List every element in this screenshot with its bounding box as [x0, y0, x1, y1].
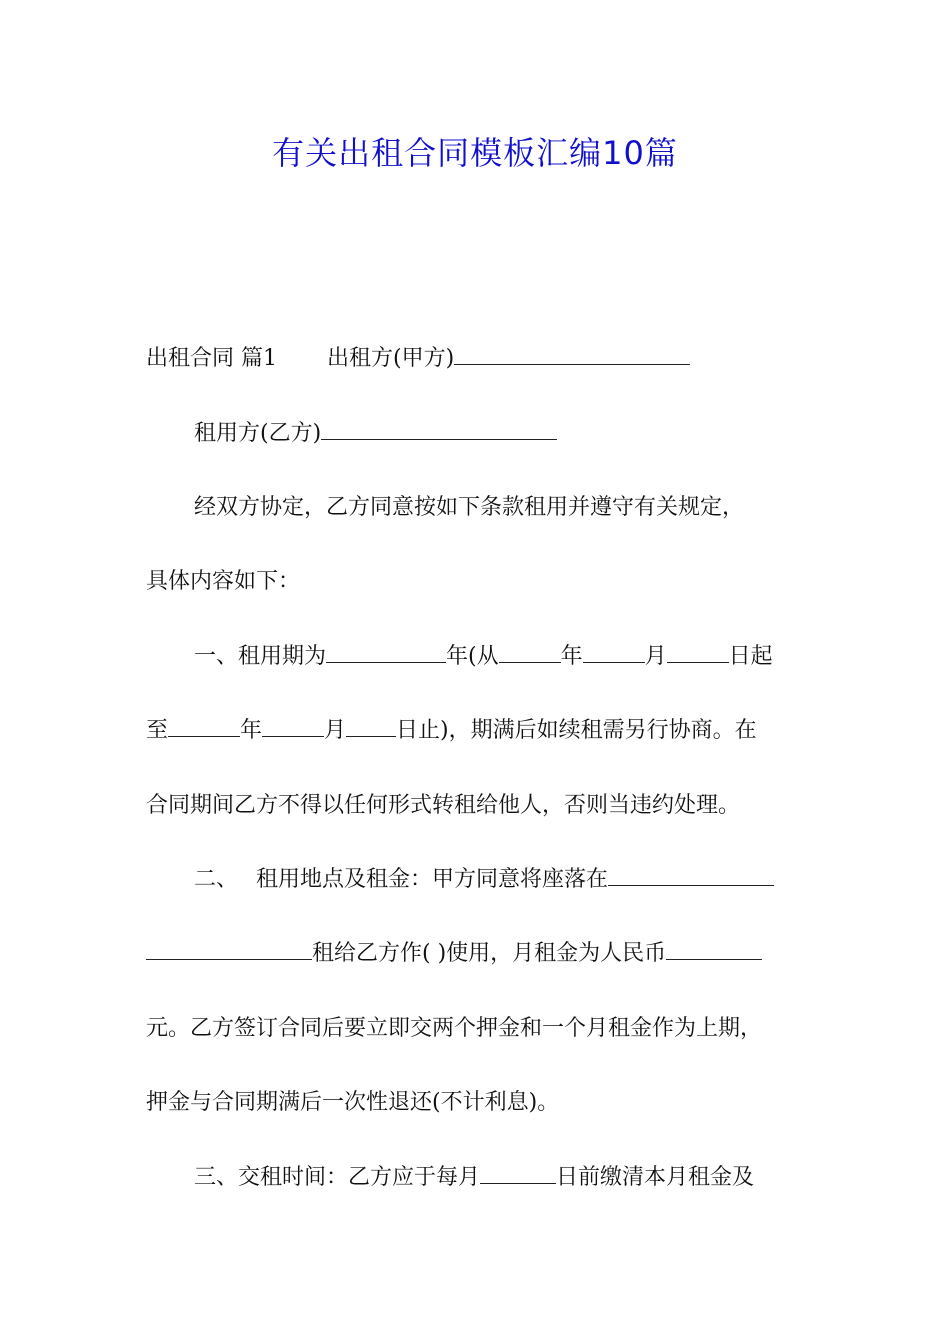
clause-1-text-i: 日止)，期满后如续租需另行协商。在 — [396, 718, 757, 743]
clause-2-line-4 — [146, 1088, 816, 1118]
lessee-label: 租用方(乙方) — [194, 421, 322, 446]
line-section-lessor — [146, 344, 816, 374]
lessor-label: 出租方(甲方) — [327, 346, 455, 371]
clause-2-line-1 — [146, 865, 864, 895]
intro-line-2 — [146, 567, 816, 597]
clause-1-text-d: 月 — [644, 644, 667, 669]
start-month-blank — [583, 642, 645, 663]
intro-line-1 — [146, 493, 864, 523]
document-title: 有关出租合同模板汇编10篇 — [272, 134, 678, 172]
section-label: 出租合同 篇1 — [146, 346, 277, 371]
intro-text-2: 具体内容如下： — [146, 569, 301, 594]
clause-3-text-b: 日前缴清本月租金及 — [556, 1165, 755, 1190]
clause-1-text-g: 年 — [240, 718, 263, 743]
clause-1-text-e: 日起 — [728, 644, 773, 669]
clause-1-text-h: 月 — [324, 718, 347, 743]
term-years-blank — [326, 642, 446, 663]
clause-3-line-1 — [146, 1163, 864, 1193]
location-blank-2 — [146, 939, 312, 960]
lessee-blank — [321, 419, 557, 440]
intro-text-1: 经双方协定，乙方同意按如下条款租用并遵守有关规定， — [194, 495, 745, 520]
clause-1-text-c: 年 — [560, 644, 583, 669]
clause-2-text-b: 租给乙方作( )使用，月租金为人民币 — [312, 941, 667, 966]
clause-2-line-3 — [146, 1014, 816, 1044]
clause-2-text-c: 元。乙方签订合同后要立即交两个押金和一个月租金作为上期， — [146, 1016, 763, 1041]
clause-3-text-a: 三、交租时间：乙方应于每月 — [194, 1165, 481, 1190]
end-month-blank — [262, 716, 324, 737]
end-year-blank — [168, 716, 240, 737]
location-blank-1 — [608, 865, 774, 886]
clause-2-text-d: 押金与合同期满后一次性退还(不计利息)。 — [146, 1090, 560, 1115]
clause-1-text-j: 合同期间乙方不得以任何形式转租给他人，否则当违约处理。 — [146, 793, 741, 818]
clause-2-number: 二、 — [194, 867, 239, 892]
start-day-blank — [667, 642, 729, 663]
clause-1-line-3 — [146, 791, 816, 821]
clause-2-text-a: 租用地点及租金：甲方同意将座落在 — [256, 867, 609, 892]
clause-1-line-1 — [146, 642, 864, 672]
start-year-blank — [499, 642, 561, 663]
clause-2-line-2 — [146, 939, 816, 969]
clause-1-text-f: 至 — [146, 718, 169, 743]
end-day-blank — [346, 716, 396, 737]
lessor-blank — [454, 344, 690, 365]
clause-1-text-b: 年(从 — [446, 644, 499, 669]
clause-1-text-a: 一、租用期为 — [194, 644, 327, 669]
clause-1-line-2 — [146, 716, 816, 746]
line-lessee — [146, 419, 864, 449]
payment-day-blank — [480, 1163, 556, 1184]
rent-amount-blank — [666, 939, 762, 960]
